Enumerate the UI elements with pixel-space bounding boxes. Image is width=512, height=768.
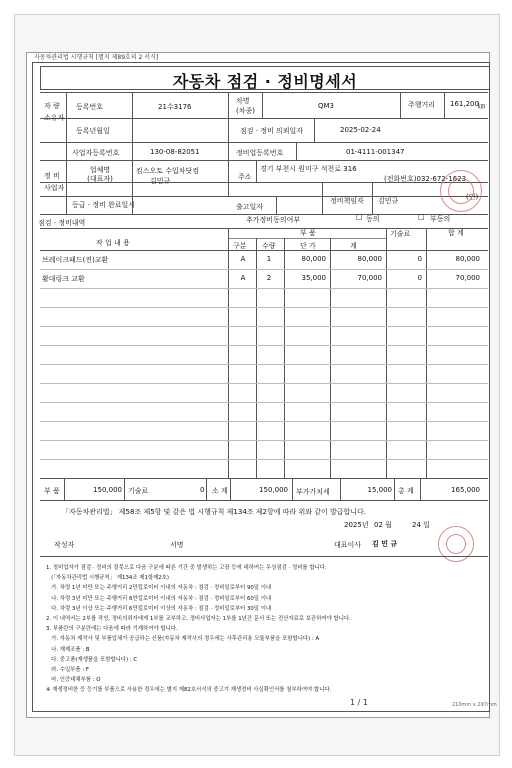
document-title: 자동차 점검 · 정비명세서 [172, 72, 358, 91]
table-row-line [40, 307, 488, 308]
page-number: 1 / 1 [350, 698, 368, 707]
item-tech: 0 [417, 255, 422, 263]
note-line: 가. 차령 1년 미만 또는 주행거리 2만킬로미터 이내의 자동차 : 점검 · 정비일로부터 90일 이내 [46, 585, 272, 592]
divider [400, 92, 401, 118]
paper-size: 210mm x 297mm [452, 702, 497, 708]
table-row-line [40, 364, 488, 365]
divider [206, 478, 207, 500]
divider [314, 118, 315, 142]
agree-label: 동의 [366, 215, 380, 223]
divider [228, 160, 229, 196]
item-name: 활대링크 교환 [42, 275, 85, 283]
business-no: 130-08-82051 [150, 148, 200, 156]
divider [230, 478, 231, 500]
note-line: 라. 수입부품 : F [46, 667, 89, 673]
item-total: 70,000 [455, 274, 480, 282]
issue-month: 02 월 [374, 521, 392, 529]
divider [276, 196, 277, 214]
service-mgr-label: 정비책임자 [330, 197, 364, 205]
release-date-label: 출고일자 [236, 203, 264, 211]
divider [444, 92, 445, 118]
work-header: 작 업 내 용 [96, 239, 130, 247]
disagree-label: 부동의 [430, 215, 451, 223]
divider [66, 92, 67, 142]
divider [292, 478, 293, 500]
divider [340, 478, 341, 500]
ceo-label: 대표이사 [334, 541, 362, 549]
issue-year: 2025년 [344, 521, 369, 529]
divider [322, 182, 323, 214]
item-tech: 0 [417, 274, 422, 282]
sum-total: 165,000 [451, 486, 480, 494]
inspect-date-label: 점검 · 정비 의뢰일자 [240, 127, 303, 135]
extra-label: 등급 · 정비 완료일시 [72, 201, 135, 209]
col-amount: 계 [350, 242, 357, 250]
col-unit: 단 가 [300, 242, 316, 250]
item-qty: 2 [266, 274, 272, 282]
table-row-line [40, 440, 488, 441]
parts-header: 부 품 [300, 229, 316, 237]
sum-total-label: 총 계 [398, 487, 414, 495]
company-label: 업체명 (대표자) [87, 166, 113, 183]
company-name: 킴스오토 수입차닷컴 [136, 167, 200, 175]
note-line: ※ 재생정비한 등 등기를 부품으로 사용한 경우에는 별지 제82호서식의 중고기 재생정비 사실확인서를 첨부하여야 합니다. [46, 687, 332, 694]
row-line [40, 142, 488, 143]
table-row-line [40, 288, 488, 289]
divider [372, 182, 373, 214]
business-no-label: 사업자등록번호 [72, 149, 120, 157]
item-gubun: A [240, 274, 246, 282]
divider [228, 92, 229, 118]
divider [262, 92, 263, 118]
row-line [40, 500, 488, 501]
note-line: (「자동차관리법 시행규칙」 제134조 제1항제2호) [46, 575, 170, 582]
law-reference: 자동차관리법 시행규칙 [별지 제89호의 2 서식] [34, 54, 159, 61]
divider [330, 238, 331, 478]
sum-tech-label: 기술료 [128, 487, 149, 495]
item-amount: 80,000 [357, 255, 382, 263]
tech-fee-header: 기술료 [390, 230, 411, 238]
item-qty: 1 [266, 255, 272, 263]
service-mgr-name: 김민규 [378, 197, 399, 205]
row-line [228, 238, 386, 239]
note-line: 다. 중고품(재생품을 포함합니다) : C [46, 656, 138, 663]
item-name: 브레이크패드(전)교환 [42, 256, 109, 264]
note-line: 1. 정비업자가 점검 · 정비의 잘못으로 다음 구분에 따른 기간 중 발생하는 고장 등에 대하여는 무상점검 · 정비를 합니다. [46, 565, 327, 571]
sum-parts: 150,000 [93, 486, 122, 494]
divider [284, 238, 285, 478]
table-row-line [40, 269, 488, 270]
divider [132, 92, 133, 142]
company-seal-inner [448, 178, 474, 204]
address: 경기 부천시 원미구 석천로 316 [260, 165, 357, 173]
table-row-line [40, 402, 488, 403]
phone: (전화번호)032-672-1623 [384, 175, 467, 183]
inspect-detail-label: 점검 · 정비내역 [38, 219, 86, 227]
divider [228, 118, 229, 142]
mileage-unit: ㎞ [478, 102, 485, 110]
divider [256, 238, 257, 478]
item-amount: 70,000 [357, 274, 382, 282]
owner-section-label: 자 량 소유자 [44, 102, 65, 122]
item-total: 80,000 [455, 255, 480, 263]
col-gubun: 구분 [233, 242, 247, 250]
row-line [40, 92, 488, 93]
statement: 「자동차관리법」 제58조 제5항 및 같은 법 시행규칙 제134조 제2항에 따라 위와 같이 발급합니다. [62, 508, 367, 516]
extra-consent-label: 추가정비동의여부 [246, 216, 301, 224]
vehicle-no-label: 등록번호 [76, 103, 104, 111]
table-row-line [40, 345, 488, 346]
row-line [40, 160, 488, 161]
col-qty: 수량 [262, 242, 276, 250]
divider [64, 478, 65, 500]
disagree-checkbox[interactable]: □ [418, 213, 425, 221]
agree-checkbox[interactable]: □ [356, 213, 363, 221]
divider [394, 478, 395, 500]
item-unit: 80,000 [301, 255, 326, 263]
total-header: 합 계 [448, 229, 464, 237]
vehicle-no: 21수3176 [158, 103, 192, 111]
mileage-label: 주행거리 [408, 101, 436, 109]
table-row-line [40, 326, 488, 327]
item-unit: 35,000 [301, 274, 326, 282]
divider [66, 142, 67, 214]
vehicle-name: QM3 [318, 102, 335, 110]
address-label: 주소 [238, 173, 252, 181]
ceo-name: 김민규 [150, 177, 171, 185]
divider [420, 478, 421, 500]
row-line [40, 228, 488, 229]
note-line: 다. 차령 3년 이상 또는 주행거리 6만킬로미터 이상의 자동차 : 점검 · 정비일로부터 30일 이내 [46, 605, 272, 612]
mileage-value: 161,200 [450, 100, 479, 108]
writer-label: 작성자 [54, 541, 75, 549]
company-seal-inner-bottom [446, 534, 466, 554]
sum-sub: 150,000 [259, 486, 288, 494]
vehicle-name-label: 차명 (차종) [236, 97, 255, 115]
sum-vat-label: 부가가치세 [296, 488, 330, 496]
inspect-date: 2025-02-24 [340, 126, 381, 134]
note-line: 3. 부품란의 구분란에는 다음에 따라 기재하여야 합니다. [46, 626, 178, 633]
sum-tech: 0 [200, 486, 205, 494]
sum-vat: 15,000 [367, 486, 392, 494]
note-line: 2. 이 내역서는 2부를 작성, 정비의뢰자에게 1부를 교부하고, 정비사업자는 1부를 1년간 문서 또는 전산자료로 보관하여야 합니다. [46, 616, 351, 622]
note-line: 나. 재제조품 : B [46, 646, 90, 653]
divider [296, 142, 297, 160]
sum-parts-label: 부 품 [44, 487, 60, 495]
table-row-line [40, 421, 488, 422]
item-gubun: A [240, 255, 246, 263]
seal-text: (인) [466, 193, 479, 201]
sign-label: 서명 [170, 541, 184, 549]
row-line [40, 196, 488, 197]
row-line [40, 118, 488, 119]
note-line: 나. 차령 3년 미만 또는 주행거리 6만킬로미터 이내의 자동차 : 점검 · 정비일로부터 60일 이내 [46, 595, 272, 602]
table-row-line [40, 459, 488, 460]
reg-date-label: 등록년월일 [76, 127, 110, 135]
divider [124, 478, 125, 500]
maint-reg-no-label: 정비업등록번호 [236, 149, 284, 157]
divider [256, 160, 257, 182]
notes-section [40, 556, 488, 707]
note-line: 가. 자동차 제작사 및 부품업체가 공급하는 신품(자동차 제작사의 경우에는 사후관리용 모듈부품을 포함합니다) : A [46, 636, 320, 643]
divider [228, 142, 229, 160]
maint-reg-no: 01-4111-001347 [346, 148, 405, 156]
sum-sub-label: 소 계 [212, 487, 228, 495]
table-row-line [40, 383, 488, 384]
issue-day: 24 일 [412, 521, 430, 529]
note-line: 마. 인증대체부품 : O [46, 677, 101, 684]
business-section-label: 정 비 사업자 [44, 172, 65, 192]
ceo-signature: 김 민 규 [372, 540, 398, 548]
